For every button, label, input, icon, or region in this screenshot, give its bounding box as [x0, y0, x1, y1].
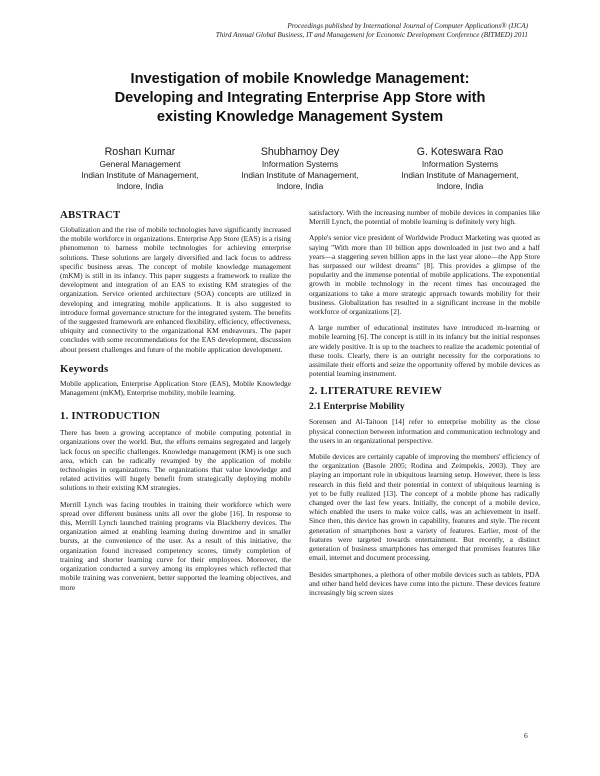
intro-paragraph-1: There has been a growing acceptance of mobile computing potential in organizations over the world. But, the efforts remains segregated and largely lack focus on specific challenges. Knowledge management (KM) is one such area, which can be radically revamped by the application of mobile technologies in organizations. The organizations that value knowledge and related activities will hugely benefit from strategically deploying mobile solutions to their existing KM strategies. [60, 428, 291, 493]
right-paragraph-1: satisfactory. With the increasing number of mobile devices in companies like Merrill Lynch, the potential of mobile learning is definitely very high. [309, 208, 540, 227]
page-number: 6 [524, 731, 528, 740]
author-dept: Information Systems [261, 159, 339, 169]
abstract-text: Globalization and the rise of mobile technologies have significantly increased the mobile workforce in organizations. Enterprise App Store (EAS) is a rising phenomenon to harness mobile technologies for achieving enterprise solutions. These solutions are largely diversified and lack focus to address specific business areas. The concept of mobile knowledge management (mKM) is still in its infancy. This paper suggests a framework to realize the development and integration of an EAS to existing KM strategies of the organization. Service oriented architecture (SOA) concepts are utilized in developing and integrating mobile applications. It is also suggested to introduce formal governance structure for the integrated system. The benefits of the suggested framework are enhanced flexibility, efficiency, effectiveness, ubiquity and connectivity to the organizational KM endeavours. The paper concludes with some recommendations for the EAS development, discussion about present challenges and future of the mobile application development. [60, 225, 291, 354]
author-dept: Information Systems [421, 159, 499, 169]
author-1 [60, 145, 220, 192]
author-name: Roshan Kumar [104, 146, 176, 158]
author-name: Shubhamoy Dey [260, 146, 340, 158]
author-location: Indore, India [116, 181, 164, 191]
author-institute: Indian Institute of Management, [81, 170, 199, 180]
conference-header [216, 22, 528, 40]
author-name: G. Koteswara Rao [416, 146, 504, 158]
right-paragraph-4: Sorensen and Al-Taitoon [14] refer to enterprise mobility as the close physical connection between information and communication technology and the users in an organizational perspective. [309, 417, 540, 445]
author-location: Indore, India [436, 181, 484, 191]
author-block [60, 145, 540, 192]
abstract-heading: ABSTRACT [60, 209, 121, 221]
conference-header-line-2: Third Annual Global Business, IT and Management for Economic Development Conference (BITMED) 2011 [215, 31, 528, 39]
title-line-2: Developing and Integrating Enterprise App Store with [114, 90, 486, 106]
title-line-1: Investigation of mobile Knowledge Management: [130, 71, 470, 87]
intro-paragraph-2: Merrill Lynch was facing troubles in training their workforce which were spread over different business units all over the globe [16]. In response to this, Merrill Lynch launched training programs via Blackberry devices. The organization aimed at enabling learning during downtime and in smaller bursts, at the convenience of the user. As a result of this initiative, the organization found increased competency scores, timely completion of training and shorter learning curve for their employees. Moreover, the organization conducted a survey among its employees which reflected that mobile training was convenient, better supported the learning objectives, and more [60, 499, 291, 592]
enterprise-mobility-heading: 2.1 Enterprise Mobility [309, 401, 405, 413]
paper-title [60, 70, 540, 127]
right-paragraph-2: Apple's senior vice president of Worldwide Product Marketing was quoted as saying "With more than 10 billion apps downloaded in just two and a half years—a staggering seven billion apps in the last year alone—the App Store has surpassed our wildest dreams" [8]. This provides a glimpse of the popularity and the immense potential of mobile applications. The exponential growth in mobile technology in the recent times has encouraged the organizations to take a more strategic approach towards mobility for their business. Globalization has resulted in a significant increase in the mobile workforce of organizations [2]. [309, 233, 540, 317]
keywords-heading: Keywords [60, 362, 109, 375]
right-paragraph-3: A large number of educational institutes have introduced m-learning or mobile learning [6]. The concept is still in its infancy but the initial responses are widely positive. It is up to the teachers to realize the academic potential of these tools. Clearly, there is an outright necessity for the corporations to assimilate their efforts and seize the opportunity offered by mobile devices as potential learning instrument. [309, 323, 540, 379]
literature-review-heading: 2. LITERATURE REVIEW [309, 385, 443, 398]
author-3 [380, 145, 540, 192]
author-dept: General Management [99, 159, 181, 169]
left-column [60, 209, 291, 599]
author-institute: Indian Institute of Management, [241, 170, 359, 180]
introduction-heading: 1. INTRODUCTION [60, 410, 161, 423]
author-institute: Indian Institute of Management, [401, 170, 519, 180]
title-line-3: existing Knowledge Management System [156, 109, 444, 125]
author-2 [220, 145, 380, 192]
right-column [309, 208, 540, 604]
author-location: Indore, India [276, 181, 324, 191]
conference-header-line-1: Proceedings published by International Journal of Computer Applications® (IJCA) [287, 22, 528, 30]
right-paragraph-5: Mobile devices are certainly capable of improving the members' efficiency of the organization (Basole 2005; Rodina and Zeimpekis, 2003). They are playing an important role in ubiquitous learning setup. However, there is less research in this field and their potential in context of ubiquitous learning is yet to be fully realized [13]. The concept of a mobile phone has radically changed over the last few years. Initially, the concept of a mobile device, which enabled the users to make voice calls, was an achievement in itself. Since then, this device has grown in capability, features and style. The recent generation of smartphones host a variety of features. Earlier, most of the features were targeted towards entertainment. But recently, a distinct generation of business smartphones has emerged that promises features like email, internet and document processing. [309, 452, 540, 563]
keywords-text: Mobile application, Enterprise Application Store (EAS), Mobile Knowledge Management (mKM), Enterprise mobility, mobile learning. [60, 378, 291, 398]
right-paragraph-6: Besides smartphones, a plethora of other mobile devices such as tablets, PDA and other hand held devices have come into the picture. These devices feature increasingly big screen sizes [309, 569, 540, 597]
